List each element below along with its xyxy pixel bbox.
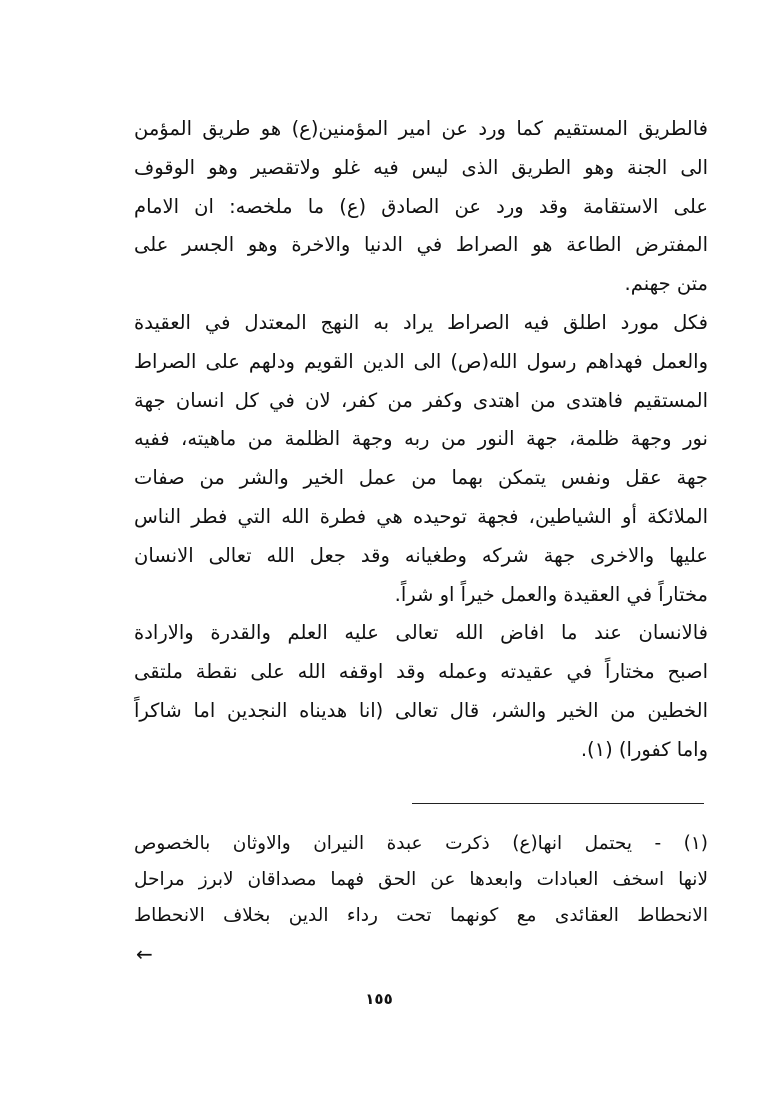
text-line: مختاراً في العقيدة والعمل خيراً او شراً. [394, 582, 708, 606]
text-line: فالطريق المستقيم كما ورد عن امير المؤمنين(ع) هو طريق المؤمن [134, 117, 708, 140]
text-line: فالانسان عند ما افاض الله تعالى عليه العلم والقدرة والارادة [134, 621, 708, 645]
text-line: على الاستقامة وقد ورد عن الصادق (ع) ما ملخصه: ان الامام [134, 194, 708, 218]
text-line: فكل مورد اطلق فيه الصراط يراد به النهج المعتدل في العقيدة [134, 310, 708, 334]
paragraph-1 [134, 110, 708, 304]
text-line: واما كفورا) (١). [580, 737, 708, 761]
text-line: نور وجهة ظلمة، جهة النور من ربه وجهة الظلمة من ماهيته، ففيه [134, 427, 708, 451]
footnote-line: لانها اسخف العبادات وابعدها عن الحق فهما مصداقان لابرز مراحل [134, 869, 708, 890]
paragraph-2 [134, 304, 708, 614]
footnote-divider [412, 803, 704, 804]
main-text [134, 110, 708, 770]
footnote-line: (١) - يحتمل انها(ع) ذكرت عبدة النيران والاوثان بالخصوص [134, 833, 708, 854]
text-line: جهة عقل ونفس يتمكن بهما من عمل الخير والشر من صفات [134, 466, 708, 490]
text-line: المفترض الطاعة هو الصراط في الدنيا والاخرة وهو الجسر على [134, 233, 708, 257]
text-line: الملائكة أو الشياطين، فجهة توحيده هي فطرة الله التي فطر الناس [134, 504, 708, 528]
paragraph-3 [134, 614, 708, 769]
text-line: اصبح مختاراً في عقيدته وعمله وقد اوقفه الله على نقطة ملتقى [134, 660, 708, 684]
continuation-arrow-icon: ← [136, 942, 153, 966]
text-line: الى الجنة وهو الطريق الذى ليس فيه غلو ولاتقصير وهو الوقوف [134, 155, 708, 179]
footnote-line: الانحطاط العقائدى مع كونهما تحت رداء الدين بخلاف الانحطاط [134, 905, 708, 926]
footnote [134, 826, 708, 934]
text-line: والعمل فهداهم رسول الله(ص) الى الدين القويم ودلهم على الصراط [134, 349, 708, 373]
text-line: متن جهنم. [624, 272, 708, 296]
text-line: الخطين من الخير والشر، قال تعالى (انا هديناه النجدين اما شاكراً [134, 698, 708, 722]
page-number: ١٥٥ [365, 990, 393, 1008]
text-line: عليها والاخرى جهة شركه وطغيانه وقد جعل الله تعالى الانسان [134, 543, 708, 567]
text-line: المستقيم فاهتدى من اهتدى وكفر من كفر، لان في كل انسان جهة [134, 388, 708, 412]
